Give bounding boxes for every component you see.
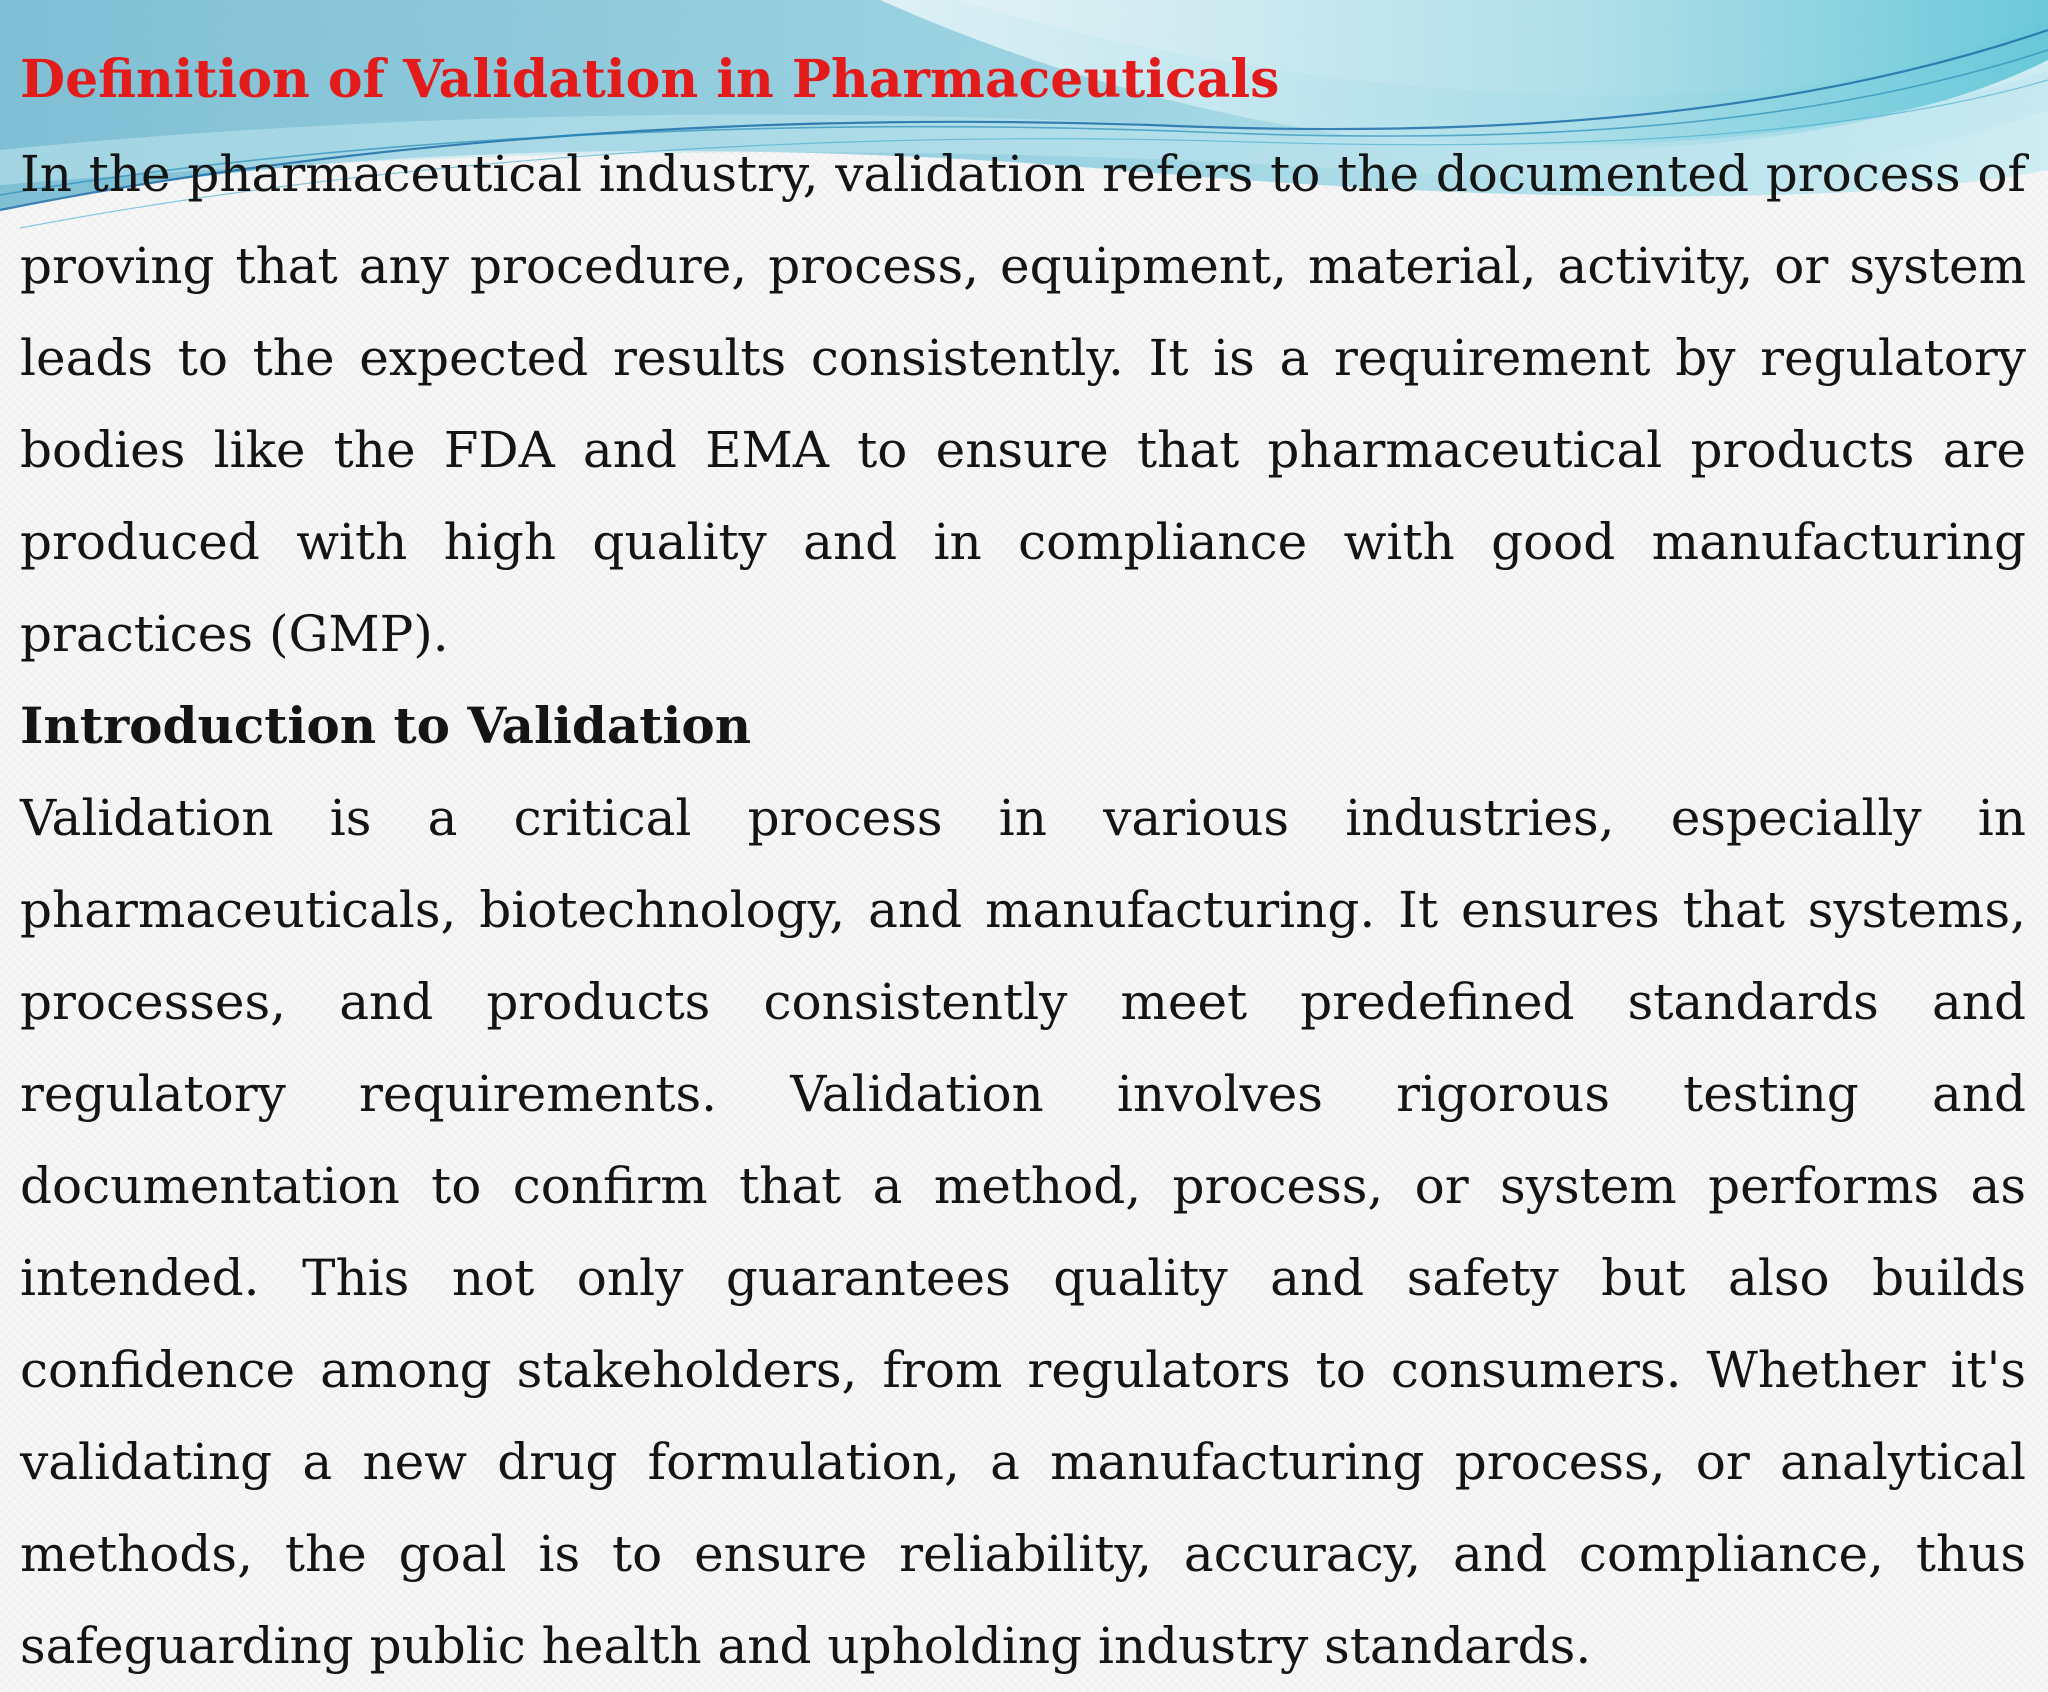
slide-content <box>20 46 2026 1692</box>
definition-paragraph: In the pharmaceutical industry, validation refers to the documented process of proving that any procedure, process, equipment, material, activity, or system leads to the expected results consistently. It is a requirement by regulatory bodies like the FDA and EMA to ensure that pharmaceutical products are produced with high quality and in compliance with good manufacturing practices (GMP). <box>20 145 2026 663</box>
slide-title: Definition of Validation in Pharmaceuticals <box>20 49 1280 110</box>
introduction-paragraph: Validation is a critical process in various industries, especially in pharmaceuticals, biotechnology, and manufacturing. It ensures that systems, processes, and products consistently meet predefined standards and regulatory requirements. Validation involves rigorous testing and documentation to confirm that a method, process, or system performs as intended. This not only guarantees quality and safety but also builds confidence among stakeholders, from regulators to consumers. Whether it's validating a new drug formulation, a manufacturing process, or analytical methods, the goal is to ensure reliability, accuracy, and compliance, thus safeguarding public health and upholding industry standards. <box>20 789 2026 1675</box>
section-heading: Introduction to Validation <box>20 696 752 755</box>
